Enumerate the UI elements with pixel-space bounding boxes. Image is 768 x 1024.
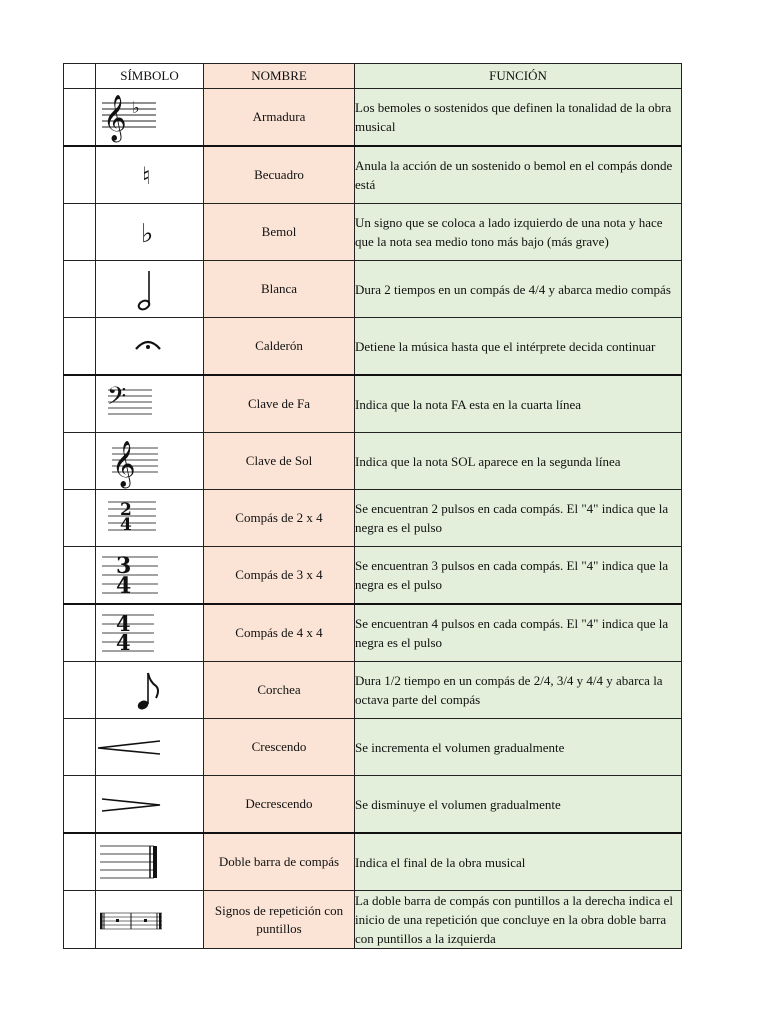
time-signature-2-4-icon	[96, 490, 204, 546]
row-name: Compás de 4 x 4	[204, 604, 355, 662]
row-function: Se incrementa el volumen gradualmente	[355, 719, 682, 776]
table-row	[64, 261, 682, 318]
table-row	[64, 318, 682, 376]
time-signature-top: 3	[116, 553, 132, 579]
header-row	[64, 64, 682, 89]
decrescendo-hairpin-icon	[96, 776, 204, 832]
row-function: Se disminuye el volumen gradualmente	[355, 776, 682, 834]
row-name: Armadura	[204, 89, 355, 147]
table-row	[64, 547, 682, 605]
final-barline-icon	[96, 834, 204, 890]
row-name: Crescendo	[204, 719, 355, 776]
svg-text:♭: ♭	[132, 98, 140, 117]
eighth-note-icon	[96, 662, 204, 718]
row-function: Anula la acción de un sostenido o bemol en el compás donde está	[355, 146, 682, 204]
row-name: Clave de Fa	[204, 375, 355, 433]
row-name: Compás de 2 x 4	[204, 490, 355, 547]
header-name: NOMBRE	[204, 64, 355, 89]
row-name: Blanca	[204, 261, 355, 318]
svg-text:𝄞: 𝄞	[103, 95, 127, 141]
row-name: Doble barra de compás	[204, 833, 355, 891]
time-signature-3-4-icon	[96, 547, 204, 603]
row-name: Signos de repetición con puntillos	[204, 891, 355, 949]
bass-clef-icon	[96, 376, 204, 432]
half-note-icon	[96, 261, 204, 317]
row-name: Becuadro	[204, 146, 355, 204]
table-row	[64, 204, 682, 261]
row-name: Clave de Sol	[204, 433, 355, 490]
music-symbols-table	[63, 63, 682, 949]
row-name: Corchea	[204, 662, 355, 719]
natural-sign-icon	[96, 147, 204, 203]
row-function: Dura 2 tiempos en un compás de 4/4 y abarca medio compás	[355, 261, 682, 318]
svg-text:♭: ♭	[141, 219, 154, 249]
table-row	[64, 604, 682, 662]
row-function: Indica que la nota SOL aparece en la segunda línea	[355, 433, 682, 490]
repeat-signs-icon	[96, 892, 204, 948]
time-signature-top: 4	[116, 611, 131, 636]
svg-text:𝄢: 𝄢	[107, 382, 127, 417]
row-function: Detiene la música hasta que el intérprete decida continuar	[355, 318, 682, 376]
table-row	[64, 433, 682, 490]
table-row	[64, 89, 682, 147]
header-blank	[64, 64, 96, 89]
row-function: Dura 1/2 tiempo en un compás de 2/4, 3/4 y 4/4 y abarca la octava parte del compás	[355, 662, 682, 719]
row-name: Decrescendo	[204, 776, 355, 834]
crescendo-hairpin-icon	[96, 719, 204, 775]
header-function: FUNCIÓN	[355, 64, 682, 89]
svg-text:♮: ♮	[142, 162, 151, 190]
row-function: Indica el final de la obra musical	[355, 833, 682, 891]
time-signature-4-4-icon	[96, 605, 204, 661]
table-row	[64, 375, 682, 433]
row-name: Calderón	[204, 318, 355, 376]
table-row	[64, 490, 682, 547]
table-row	[64, 662, 682, 719]
row-name: Compás de 3 x 4	[204, 547, 355, 605]
row-function: Se encuentran 4 pulsos en cada compás. El "4" indica que la negra es el pulso	[355, 604, 682, 662]
table-row	[64, 776, 682, 834]
row-function: Un signo que se coloca a lado izquierdo de una nota y hace que la nota sea medio tono más bajo (más grave)	[355, 204, 682, 261]
treble-clef-icon	[96, 433, 204, 489]
key-signature-icon	[96, 89, 204, 145]
time-signature-bottom: 4	[120, 515, 132, 535]
time-signature-top: 2	[120, 500, 132, 520]
row-function: La doble barra de compás con puntillos a la derecha indica el inicio de una repetición que concluye en la obra doble barra con puntillos a la izquierda	[355, 891, 682, 949]
row-function: Se encuentran 2 pulsos en cada compás. El "4" indica que la negra es el pulso	[355, 490, 682, 547]
svg-text:𝄞: 𝄞	[112, 441, 136, 487]
row-function: Se encuentran 3 pulsos en cada compás. El "4" indica que la negra es el pulso	[355, 547, 682, 605]
flat-sign-icon	[96, 204, 204, 260]
table-row	[64, 146, 682, 204]
table-row	[64, 891, 682, 949]
fermata-icon	[96, 318, 204, 374]
table-row	[64, 719, 682, 776]
time-signature-bottom: 4	[116, 630, 131, 655]
row-name: Bemol	[204, 204, 355, 261]
row-function: Indica que la nota FA esta en la cuarta línea	[355, 375, 682, 433]
header-symbol: SÍMBOLO	[96, 64, 204, 89]
row-function: Los bemoles o sostenidos que definen la tonalidad de la obra musical	[355, 89, 682, 147]
time-signature-bottom: 4	[116, 573, 132, 599]
table-row	[64, 833, 682, 891]
